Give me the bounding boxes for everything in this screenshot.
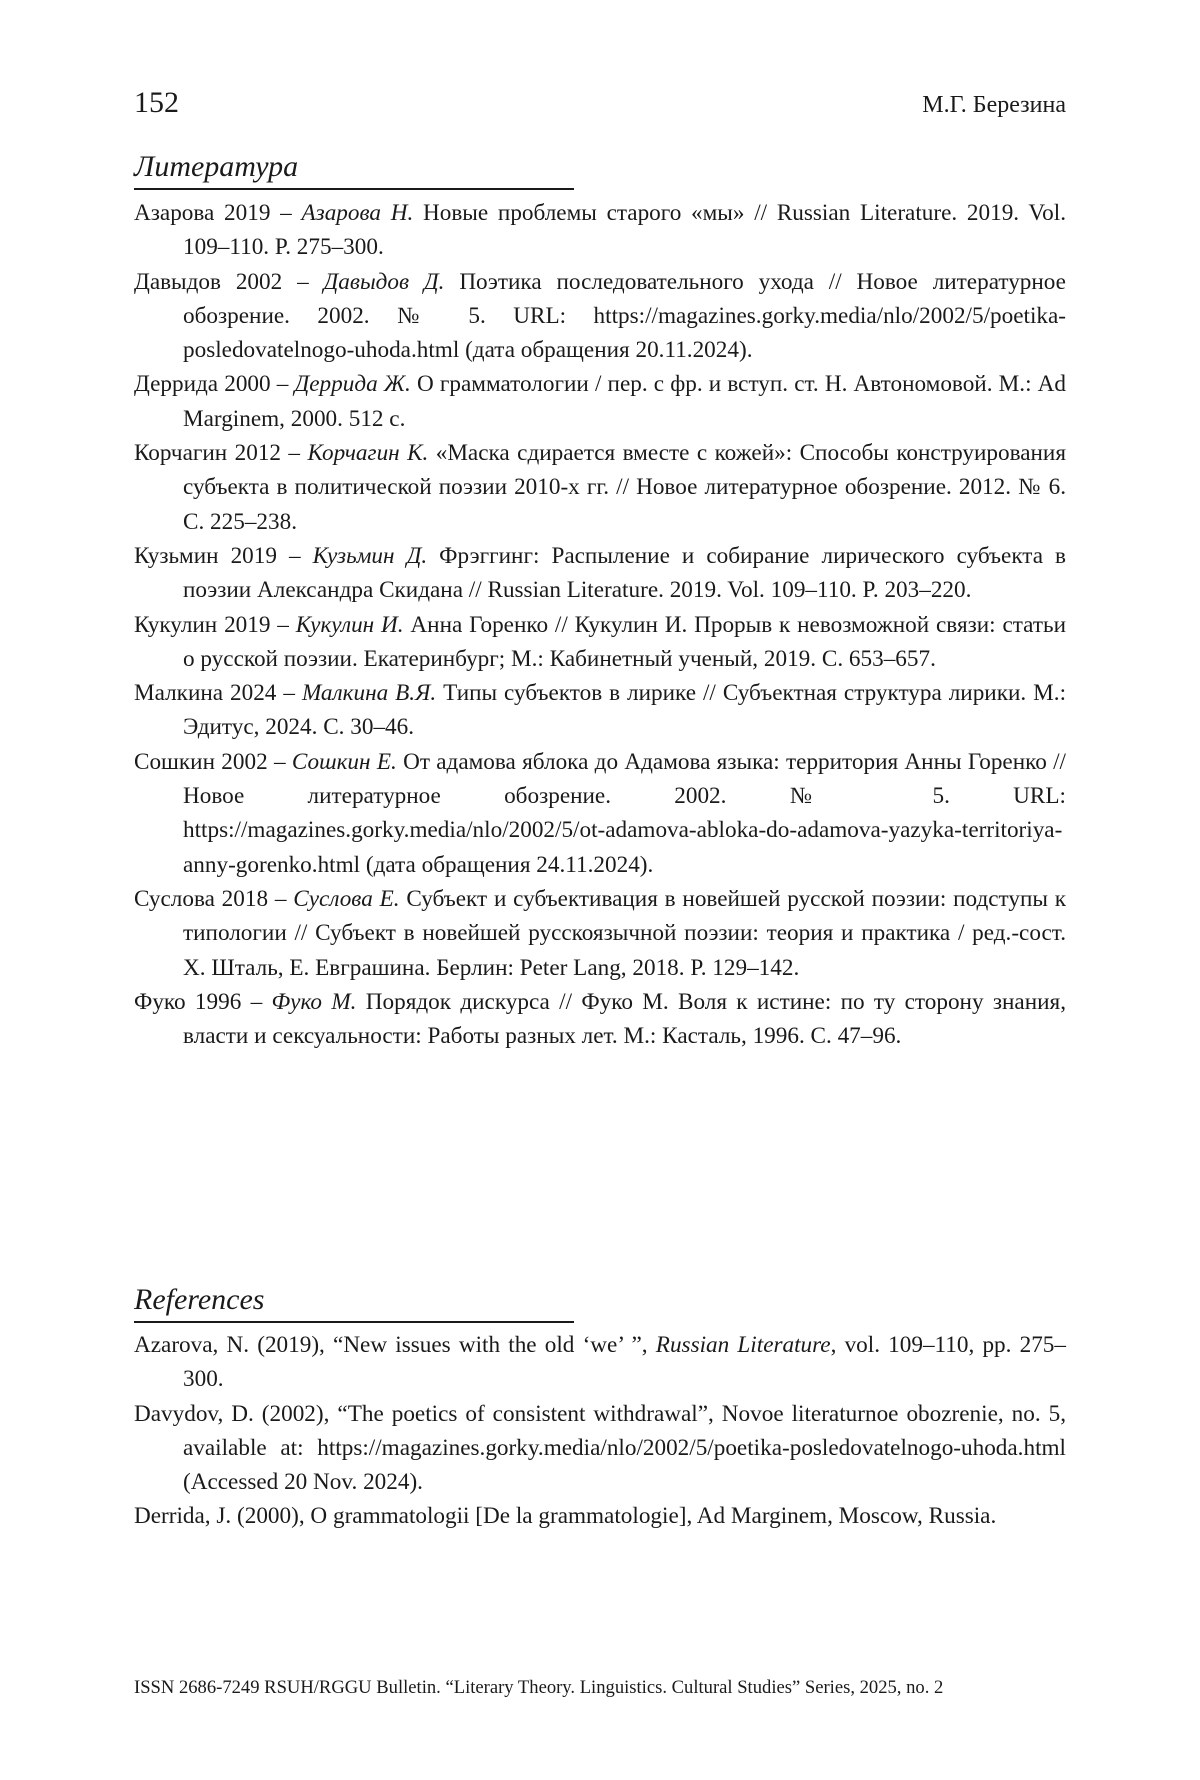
list-item: Azarova, N. (2019), “New issues with the old ‘we’ ”, Russian Literature, vol. 109–110, pp. 275–300. <box>134 1328 1066 1397</box>
list-item: Деррида 2000 – Деррида Ж. О грамматологии / пер. с фр. и вступ. ст. Н. Автономовой. М.: Ad Marginem, 2000. 512 с. <box>134 367 1066 436</box>
list-item: Малкина 2024 – Малкина В.Я. Типы субъектов в лирике // Субъектная структура лирики. М.: Эдитус, 2024. С. 30–46. <box>134 676 1066 745</box>
literatura-heading: Литература <box>134 150 574 190</box>
list-item: Азарова 2019 – Азарова Н. Новые проблемы старого «мы» // Russian Literature. 2019. Vol. 109–110. P. 275–300. <box>134 196 1066 265</box>
running-head-author: М.Г. Березина <box>922 92 1066 119</box>
list-item: Кузьмин 2019 – Кузьмин Д. Фрэггинг: Распыление и собирание лирического субъекта в поэзии Александра Скидана // Russian Literature. 2019. Vol. 109–110. P. 203–220. <box>134 539 1066 608</box>
literatura-list <box>134 196 1066 1053</box>
list-item: Кукулин 2019 – Кукулин И. Анна Горенко // Кукулин И. Прорыв к невозможной связи: статьи о русской поэзии. Екатеринбург; М.: Кабинетный ученый, 2019. С. 653–657. <box>134 608 1066 677</box>
list-item: Derrida, J. (2000), O grammatologii [De la grammatologie], Ad Marginem, Moscow, Russia. <box>134 1499 1066 1533</box>
references-heading: References <box>134 1283 574 1323</box>
references-list <box>134 1328 1066 1534</box>
list-item: Сошкин 2002 – Сошкин Е. От адамова яблока до Адамова языка: территория Анны Горенко // Новое литературное обозрение. 2002. № 5. URL: https://magazines.gorky.media/nlo/2002/5/ot-adamova-abloka-do-adamova-yazyka-territoriya-anny-gorenko.html (дата обращения 24.11.2024). <box>134 745 1066 882</box>
page-number: 152 <box>134 86 179 120</box>
list-item: Давыдов 2002 – Давыдов Д. Поэтика последовательного ухода // Новое литературное обозрение. 2002. № 5. URL: https://magazines.gorky.media/nlo/2002/5/poetika-posledovatelnogo-uhoda.html (дата обращения 20.11.2024). <box>134 265 1066 368</box>
list-item: Фуко 1996 – Фуко М. Порядок дискурса // Фуко М. Воля к истине: по ту сторону знания, власти и сексуальности: Работы разных лет. М.: Касталь, 1996. С. 47–96. <box>134 985 1066 1054</box>
list-item: Суслова 2018 – Суслова Е. Субъект и субъективация в новейшей русской поэзии: подступы к типологии // Субъект в новейшей русскоязычной поэзии: теория и практика / ред.-сост. Х. Шталь, Е. Евграшина. Берлин: Peter Lang, 2018. P. 129–142. <box>134 882 1066 985</box>
list-item: Корчагин 2012 – Корчагин К. «Маска сдирается вместе с кожей»: Способы конструирования субъекта в политической поэзии 2010-х гг. // Новое литературное обозрение. 2012. № 6. С. 225–238. <box>134 436 1066 539</box>
list-item: Davydov, D. (2002), “The poetics of consistent withdrawal”, Novoe literaturnoe obozrenie, no. 5, available at: https://magazines.gorky.media/nlo/2002/5/poetika-posledovatelnogo-uhoda.html (Accessed 20 Nov. 2024). <box>134 1397 1066 1500</box>
journal-footer: ISSN 2686-7249 RSUH/RGGU Bulletin. “Literary Theory. Linguistics. Cultural Studies” Series, 2025, no. 2 <box>134 1677 1066 1699</box>
